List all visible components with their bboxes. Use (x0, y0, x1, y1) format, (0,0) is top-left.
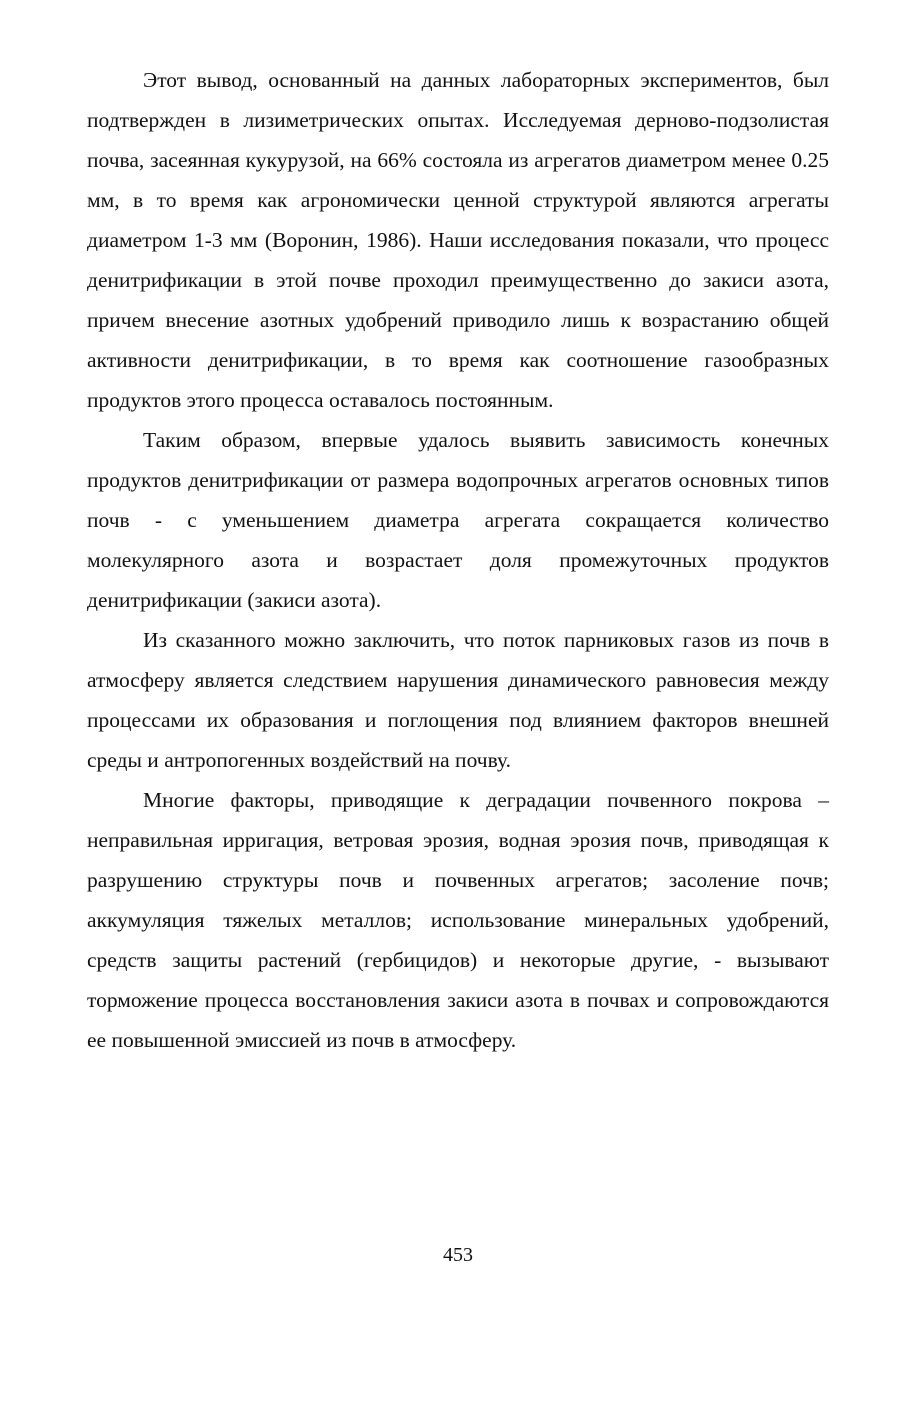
page-number: 453 (443, 1244, 473, 1266)
paragraph-2: Таким образом, впервые удалось выявить зависимость конечных продуктов денитрификации от размера водопрочных агрегатов основных типов почв - с уменьшением диаметра агрегата сокращается количество молекулярного азота и возрастает доля промежуточных продуктов денитрификации (закиси азота). (87, 428, 829, 612)
paragraph-1: Этот вывод, основанный на данных лабораторных экспериментов, был подтвержден в лизиметрических опытах. Исследуемая дерново-подзолистая почва, засеянная кукурузой, на 66% состояла из агрегатов диаметром менее 0.25 мм, в то время как агрономически ценной структурой являются агрегаты диаметром 1-3 мм (Воронин, 1986). Наши исследования показали, что процесс денитрификации в этой почве проходил преимущественно до закиси азота, причем внесение азотных удобрений приводило лишь к возрастанию общей активности денитрификации, в то время как соотношение газообразных продуктов этого процесса оставалось постоянным. (87, 68, 829, 412)
paragraph-3: Из сказанного можно заключить, что поток парниковых газов из почв в атмосферу является следствием нарушения динамического равновесия между процессами их образования и поглощения под влиянием факторов внешней среды и антропогенных воздействий на почву. (87, 628, 829, 772)
body-text (87, 60, 829, 1060)
paragraph-4: Многие факторы, приводящие к деградации почвенного покрова – неправильная ирригация, ветровая эрозия, водная эрозия почв, приводящая к разрушению структуры почв и почвенных агрегатов; засоление почв; аккумуляция тяжелых металлов; использование минеральных удобрений, средств защиты растений (гербицидов) и некоторые другие, - вызывают торможение процесса восстановления закиси азота в почвах и сопровождаются ее повышенной эмиссией из почв в атмосферу. (87, 788, 829, 1052)
